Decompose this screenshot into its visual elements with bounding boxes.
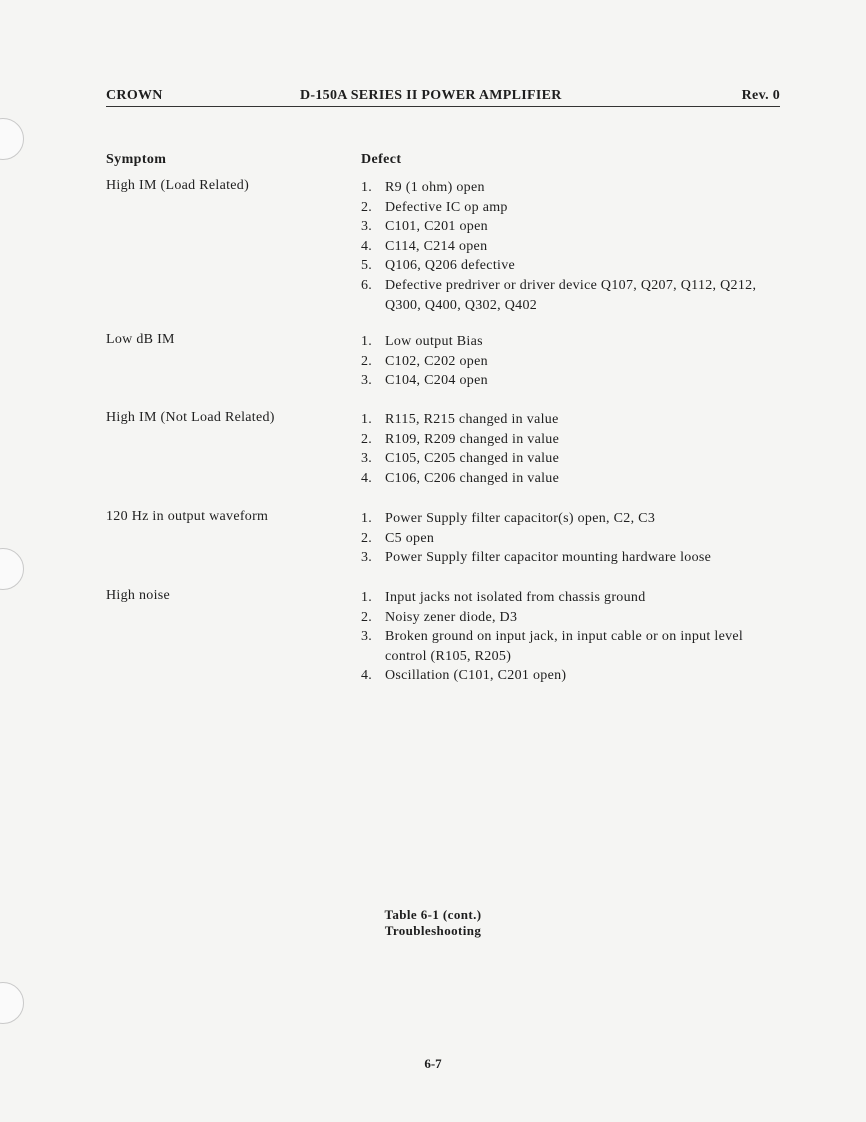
- defect-item: 2. C5 open: [361, 530, 435, 546]
- defect-list: [361, 588, 781, 686]
- defect-item: 1. Low output Bias: [361, 334, 483, 349]
- defect-item: 1. Power Supply filter capacitor(s) open, C2, C3: [361, 511, 656, 526]
- defect-item: 1. R9 (1 ohm) open: [361, 180, 485, 195]
- symptom-label: High IM (Load Related): [106, 178, 250, 193]
- defect-column-header: Defect: [361, 152, 402, 167]
- defect-item: 1. Input jacks not isolated from chassis ground: [361, 590, 646, 605]
- table-caption: [0, 907, 866, 939]
- header-revision: Rev. 0: [741, 88, 780, 103]
- defect-item: 4. C114, C214 open: [361, 238, 488, 254]
- defect-item: 5. Q106, Q206 defective: [361, 258, 516, 274]
- caption-table-title: Troubleshooting: [384, 923, 482, 938]
- defect-item: 3. C105, C205 changed in value: [361, 451, 560, 467]
- defect-item: 2. R109, R209 changed in value: [361, 431, 560, 447]
- page-number: 6-7: [424, 1056, 442, 1071]
- punch-hole: [0, 982, 24, 1024]
- caption-table-number: Table 6-1 (cont.): [384, 907, 482, 922]
- defect-list: [361, 178, 781, 315]
- defect-list: [361, 332, 781, 391]
- symptom-label: High IM (Not Load Related): [106, 410, 275, 425]
- defect-list: [361, 509, 781, 568]
- defect-item: 4. C106, C206 changed in value: [361, 470, 560, 486]
- defect-item: 3. C104, C204 open: [361, 373, 488, 389]
- symptom-column-header: Symptom: [106, 152, 167, 167]
- header-brand: CROWN: [106, 88, 163, 103]
- defect-item: 4. Oscillation (C101, C201 open): [361, 668, 567, 684]
- defect-item: 3. C101, C201 open: [361, 219, 488, 235]
- defect-list: [361, 410, 781, 488]
- header-title: D-150A SERIES II POWER AMPLIFIER: [300, 88, 562, 103]
- defect-item: 3. Broken ground on input jack, in input cable or on input level control (R105, R205): [361, 629, 744, 664]
- defect-item: 3. Power Supply filter capacitor mounting hardware loose: [361, 550, 712, 566]
- symptom-label: Low dB IM: [106, 332, 175, 347]
- defect-item: 2. Defective IC op amp: [361, 199, 508, 215]
- punch-hole: [0, 548, 24, 590]
- defect-item: 2. Noisy zener diode, D3: [361, 609, 518, 625]
- defect-item: 1. R115, R215 changed in value: [361, 412, 559, 427]
- symptom-label: 120 Hz in output waveform: [106, 509, 269, 524]
- punch-hole: [0, 118, 24, 160]
- page-header: [106, 88, 780, 107]
- symptom-label: High noise: [106, 588, 171, 603]
- defect-item: 2. C102, C202 open: [361, 353, 488, 369]
- defect-item: 6. Defective predriver or driver device Q107, Q207, Q112, Q212, Q300, Q400, Q302, Q402: [361, 277, 757, 313]
